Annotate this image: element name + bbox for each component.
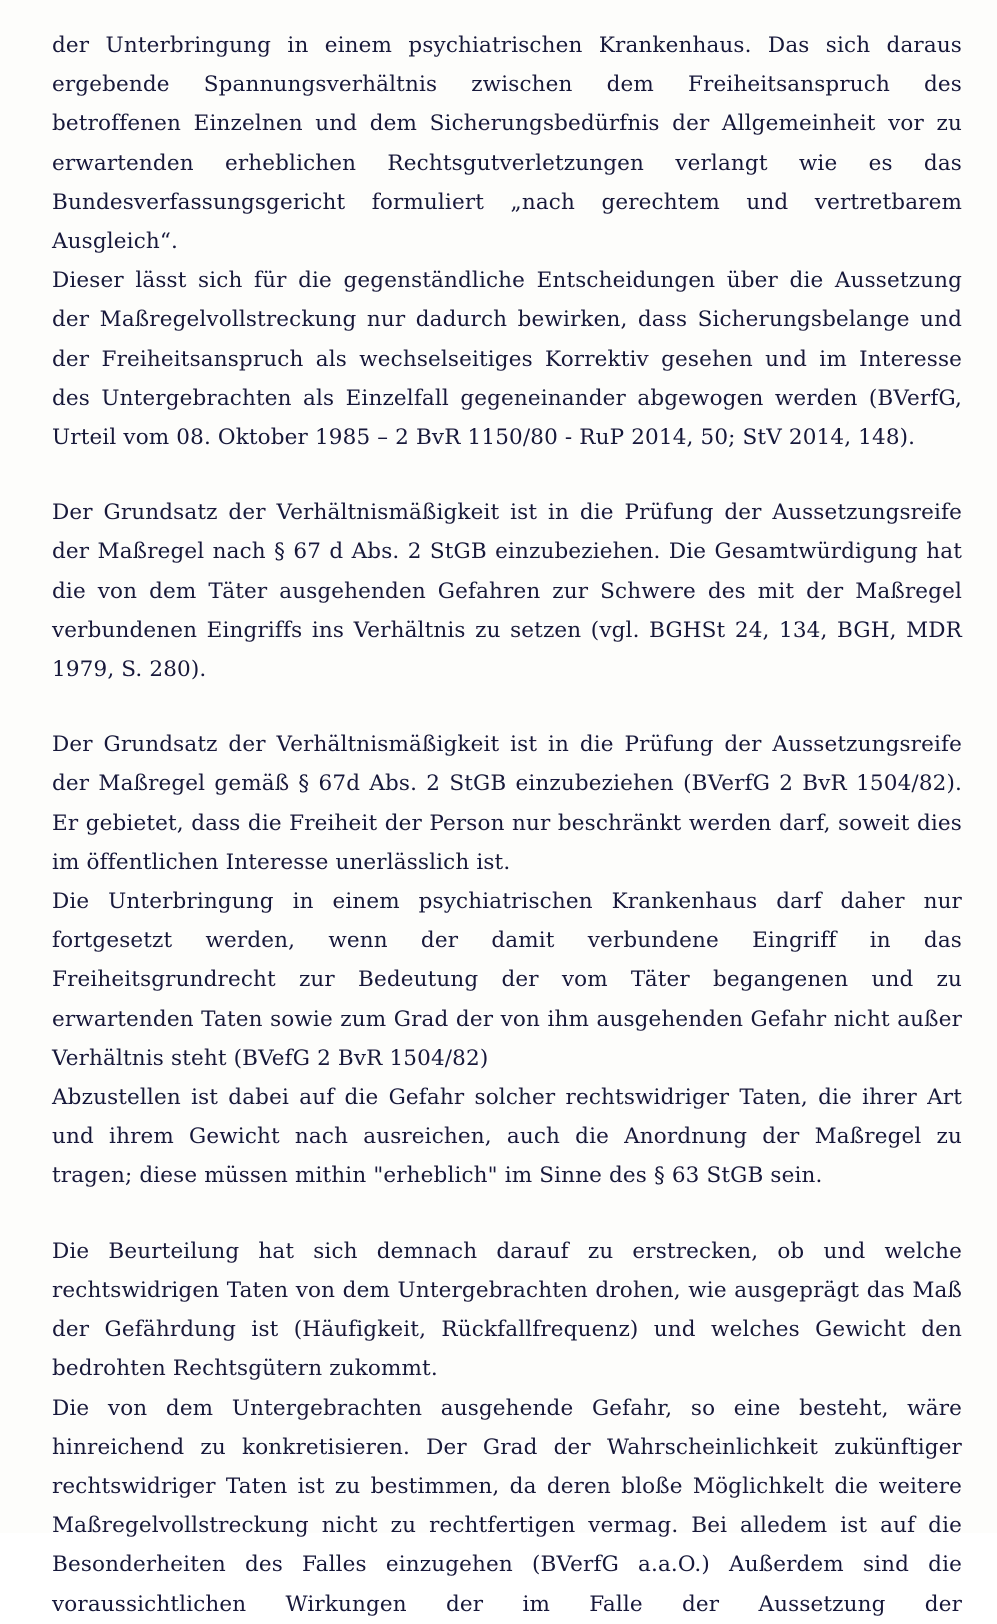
- paragraph: Der Grundsatz der Verhältnismäßigkeit ist in die Prüfung der Aussetzungsreife der Maßregel gemäß § 67d Abs. 2 StGB einzubeziehen (BVerfG 2 BvR 1504/82). Er gebietet, dass die Freiheit der Person nur beschränkt werden darf, soweit dies im öffentlichen Interesse unerlässlich ist.: [52, 732, 962, 875]
- paragraph: Dieser lässt sich für die gegenständliche Entscheidungen über die Aussetzung der Maßregelvollstreckung nur dadurch bewirken, dass Sicherungsbelange und der Freiheitsanspruch als wechselseitiges Korrektiv gesehen und im Interesse des Untergebrachten als Einzelfall gegeneinander abgewogen werden (BVerfG, Urteil vom 08. Oktober 1985 – 2 BvR 1150/80 - RuP 2014, 50; StV 2014, 148).: [52, 268, 962, 451]
- paragraph-spacer: [52, 689, 962, 725]
- paragraph: Der Grundsatz der Verhältnismäßigkeit ist in die Prüfung der Aussetzungsreife der Maßregel nach § 67 d Abs. 2 StGB einzubeziehen. Die Gesamtwürdigung hat die von dem Täter ausgehenden Gefahren zur Schwere des mit der Maßregel verbundenen Eingriffs ins Verhältnis zu setzen (vgl. BGHSt 24, 134, BGH, MDR 1979, S. 280).: [52, 500, 962, 683]
- paragraph: Abzustellen ist dabei auf die Gefahr solcher rechtswidriger Taten, die ihrer Art und ihrem Gewicht nach ausreichen, auch die Anordnung der Maßregel zu tragen; diese müssen mithin "erheblich" im Sinne des § 63 StGB sein.: [52, 1085, 962, 1189]
- paragraph: Die Unterbringung in einem psychiatrischen Krankenhaus darf daher nur fortgesetzt werden, wenn der damit verbundene Eingriff in das Freiheitsgrundrecht zur Bedeutung der vom Täter begangenen und zu erwartenden Taten sowie zum Grad der von ihm ausgehenden Gefahr nicht außer Verhältnis steht (BVefG 2 BvR 1504/82): [52, 889, 962, 1071]
- paragraph-spacer: [52, 1196, 962, 1232]
- document-body: [52, 26, 962, 1624]
- paragraph-spacer: [52, 457, 962, 493]
- paragraph: Die von dem Untergebrachten ausgehende Gefahr, so eine besteht, wäre hinreichend zu konkretisieren. Der Grad der Wahrscheinlichkeit zukünftiger rechtswidriger Taten ist zu bestimmen, da deren bloße Möglichkelt die weitere Maßregelvollstreckung nicht zu rechtfertigen vermag. Bei alledem ist auf die Besonderheiten des Falles einzugehen (BVerfG a.a.O.) Außerdem sind die voraussichtlichen Wirkungen der im Falle der Aussetzung der: [52, 1395, 962, 1617]
- paragraph: Die Beurteilung hat sich demnach darauf zu erstrecken, ob und welche rechtswidrigen Taten von dem Untergebrachten drohen, wie ausgeprägt das Maß der Gefährdung ist (Häufigkeit, Rückfallfrequenz) und welches Gewicht den bedrohten Rechtsgütern zukommt.: [52, 1238, 962, 1382]
- paragraph: der Unterbringung in einem psychiatrischen Krankenhaus. Das sich daraus ergebende Spannungsverhältnis zwischen dem Freiheitsanspruch des betroffenen Einzelnen und dem Sicherungsbedürfnis der Allgemeinheit vor zu erwartenden erheblichen Rechtsgutverletzungen verlangt wie es das Bundesverfassungsgericht formuliert „nach gerechtem und vertretbarem Ausgleich“.: [52, 33, 962, 255]
